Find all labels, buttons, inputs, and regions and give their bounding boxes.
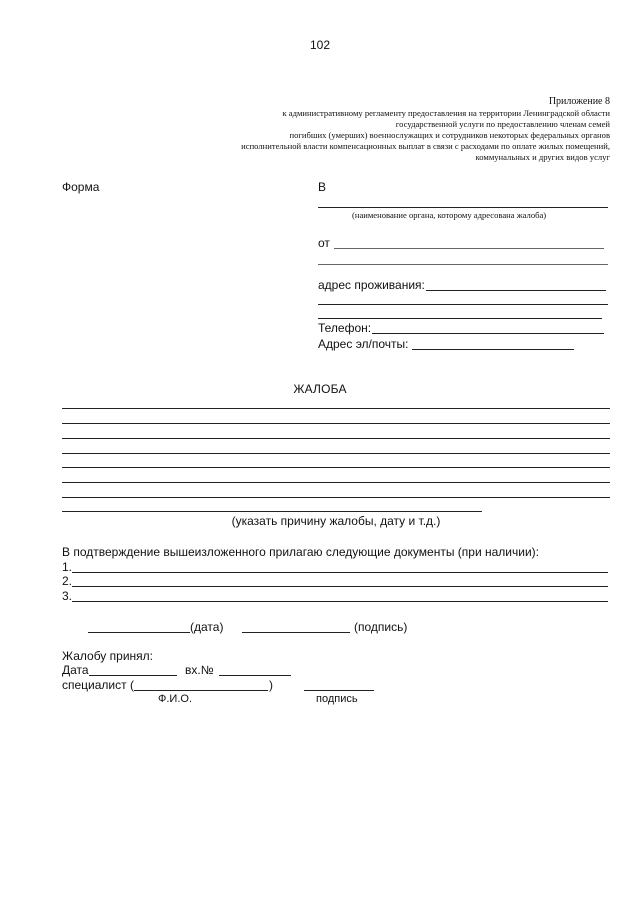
appendix-text xyxy=(150,108,610,163)
from-label: от xyxy=(318,236,330,250)
email-label: Адрес эл/почты: xyxy=(318,337,409,351)
signature-label: (подпись) xyxy=(354,620,408,634)
signature-line[interactable] xyxy=(242,632,350,633)
appendix-line: к административному регламенту предоставления на территории Ленинградской области xyxy=(282,108,610,118)
phone-line[interactable] xyxy=(372,333,604,334)
appendix-line: исполнительной власти компенсационных выплат в связи с расходами по оплате жилых помещений, xyxy=(241,141,610,151)
specialist-label: специалист ( xyxy=(62,678,134,692)
address-line-2[interactable] xyxy=(318,304,608,305)
complaint-title: ЖАЛОБА xyxy=(293,382,347,396)
date-line[interactable] xyxy=(88,632,190,633)
date-label: (дата) xyxy=(190,620,224,634)
form-label: Форма xyxy=(62,180,100,194)
recipient-org-line[interactable] xyxy=(318,207,608,208)
attachment-line-2[interactable] xyxy=(72,586,608,587)
specialist-close-paren: ) xyxy=(269,678,273,692)
acceptance-title: Жалобу принял: xyxy=(62,649,153,663)
complaint-line[interactable] xyxy=(62,482,610,483)
from-line[interactable] xyxy=(334,248,604,249)
address-line-3[interactable] xyxy=(318,318,602,319)
from-line-2[interactable] xyxy=(318,264,608,265)
complaint-caption: (указать причину жалобы, дату и т.д.) xyxy=(231,514,441,528)
fio-caption: Ф.И.О. xyxy=(158,693,192,705)
recipient-org-caption: (наименование органа, которому адресована жалоба) xyxy=(352,210,547,220)
email-line[interactable] xyxy=(412,349,574,350)
specialist-signature-caption: подпись xyxy=(316,693,358,705)
attachment-number: 3. xyxy=(62,589,73,603)
complaint-line[interactable] xyxy=(62,497,610,498)
incoming-number-label: вх.№ xyxy=(185,663,214,677)
appendix-line: государственной услуги по предоставлению членам семей xyxy=(395,119,610,129)
appendix-title: Приложение 8 xyxy=(548,96,610,107)
attachment-number: 2. xyxy=(62,574,73,588)
acceptance-date-line[interactable] xyxy=(89,675,177,676)
attachment-line-3[interactable] xyxy=(72,601,608,602)
address-label: адрес проживания: xyxy=(318,278,425,292)
specialist-signature-line[interactable] xyxy=(304,690,374,691)
complaint-line[interactable] xyxy=(62,467,610,468)
to-label: В xyxy=(318,180,327,194)
appendix-line: коммунальных и других видов услуг xyxy=(475,152,610,162)
incoming-number-line[interactable] xyxy=(219,675,291,676)
complaint-line[interactable] xyxy=(62,438,610,439)
appendix-line: погибших (умерших) военнослужащих и сотрудников некоторых федеральных органов xyxy=(289,130,610,140)
attachment-line-1[interactable] xyxy=(72,572,608,573)
page-number: 102 xyxy=(309,38,331,52)
address-line-1[interactable] xyxy=(426,290,606,291)
attachments-intro: В подтверждение вышеизложенного прилагаю следующие документы (при наличии): xyxy=(62,545,539,559)
specialist-name-line[interactable] xyxy=(134,690,268,691)
phone-label: Телефон: xyxy=(318,321,372,335)
complaint-line[interactable] xyxy=(62,408,610,409)
attachment-number: 1. xyxy=(62,560,73,574)
complaint-line[interactable] xyxy=(62,511,482,512)
acceptance-date-label: Дата xyxy=(62,663,89,677)
complaint-line[interactable] xyxy=(62,423,610,424)
complaint-line[interactable] xyxy=(62,453,610,454)
